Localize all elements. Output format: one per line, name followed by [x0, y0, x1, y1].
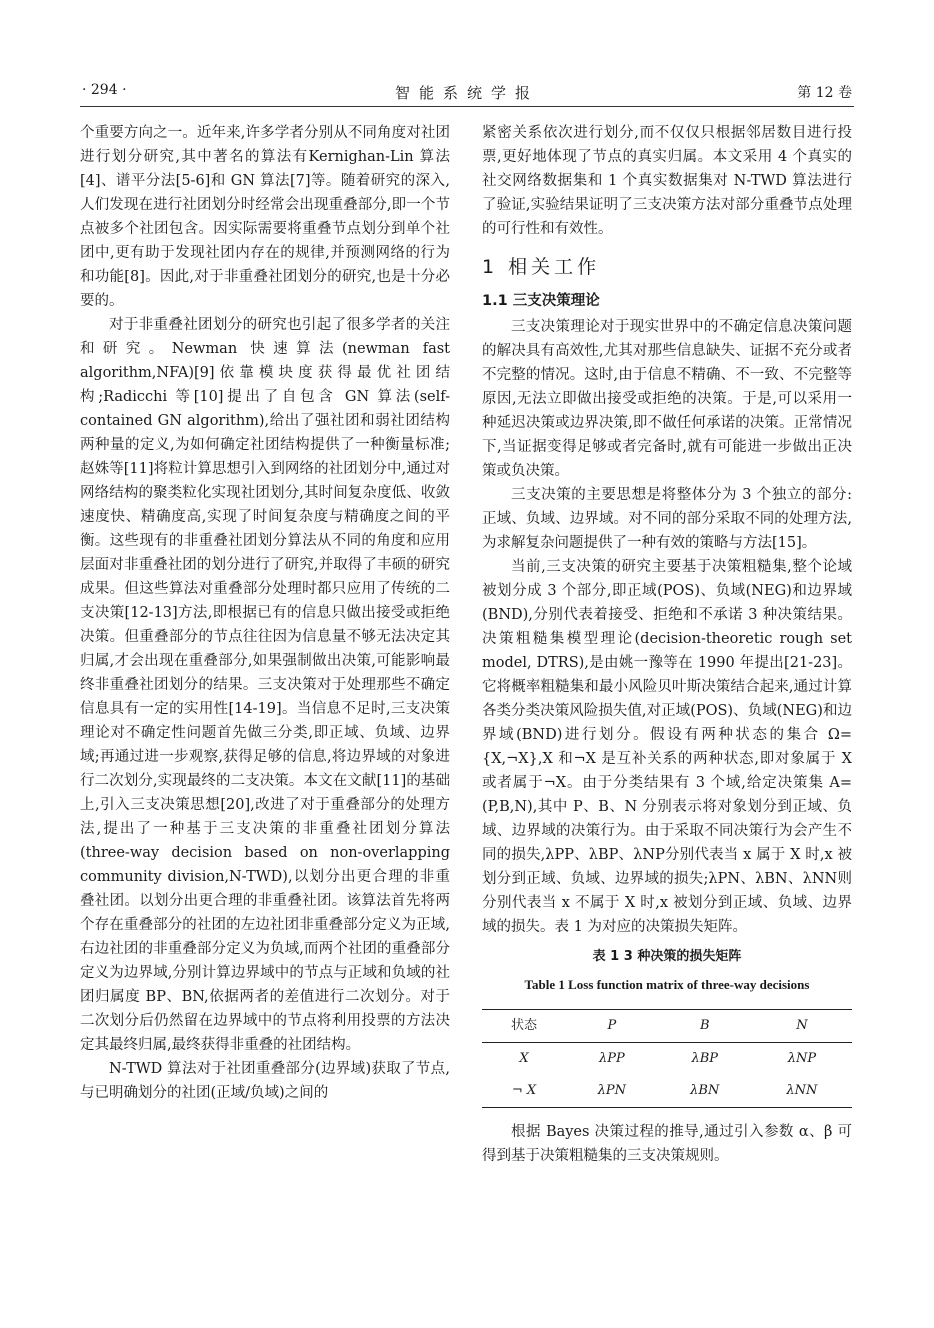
paragraph: 三支决策理论对于现实世界中的不确定信息决策问题的解决具有高效性,尤其对那些信息缺失、证据不充分或者不完整的情况。这时,由于信息不精确、不一致、不完整等原因,无法立即做出接受或拒绝的决策。于是,可以采用一种延迟决策或边界决策,即不做任何承诺的决策。正常情况下,当证据变得足够或者完备时,就有可能进一步做出正决策或负决策。 — [482, 319, 852, 479]
table-cell: λPN — [597, 1083, 627, 1098]
table-cell: ¬ X — [511, 1083, 537, 1098]
table-cell: λNP — [787, 1051, 817, 1066]
table-cell: λBN — [690, 1083, 720, 1098]
right-column — [482, 121, 852, 1168]
table-header-cell: P — [607, 1018, 617, 1033]
paragraph: 三支决策的主要思想是将整体分为 3 个独立的部分:正域、负域、边界域。对不同的部分采取不同的处理方法,为求解复杂问题提供了一种有效的策略与方法[15]。 — [482, 487, 852, 551]
table-header-row — [482, 1010, 852, 1043]
left-column — [80, 121, 450, 1105]
paragraph: 个重要方向之一。近年来,许多学者分别从不同角度对社团进行划分研究,其中著名的算法有Kernighan-Lin 算法[4]、谱平分法[5-6]和 GN 算法[7]等。随着研究的深入,人们发现在进行社团划分时经常会出现重叠部分,即一个节点被多个社团包含。因实际需要将重叠节点划分到单个社团中,更有助于发现社团内存在的规律,并预测网络的行为和功能[8]。因此,对于非重叠社团划分的研究,也是十分必要的。 — [80, 125, 450, 309]
table-caption-en: Table 1 Loss function matrix of three-way decisions — [524, 977, 810, 992]
page-number: · 294 · — [82, 82, 127, 98]
subsection-heading: 1.1 三支决策理论 — [482, 293, 600, 309]
table-cell: λPP — [598, 1051, 625, 1066]
section-heading: 1 相关工作 — [482, 256, 601, 278]
page-header — [80, 76, 854, 104]
paragraph: 根据 Bayes 决策过程的推导,通过引入参数 α、β 可得到基于决策粗糙集的三支决策规则。 — [482, 1124, 852, 1164]
header-rule — [80, 106, 854, 107]
paragraph: 当前,三支决策的研究主要基于决策粗糙集,整个论域被划分成 3 个部分,即正域(POS)、负域(NEG)和边界域(BND),分别代表着接受、拒绝和不承诺 3 种决策结果。决策粗糙集模型理论(decision-theoretic rough set model, DTRS),是由姚一豫等在 1990 年提出[21-23]。它将概率粗糙集和最小风险贝叶斯决策结合起来,通过计算各类分类决策风险损失值,对正域(POS)、负域(NEG)和边界域(BND)进行划分。假设有两种状态的集合 Ω={X,¬X},X 和¬X 是互补关系的两种状态,即对象属于 X 或者属于¬X。由于分类结果有 3 个域,给定决策集 A=(P,B,N),其中 P、B、N 分别表示将对象划分到正域、负域、边界域的决策行为。由于采取不同决策行为会产生不同的损失,λPP、λBP、λNP分别代表当 x 属于 X 时,x 被划分到正域、负域、边界域的损失;λPN、λBN、λNN则分别代表当 x 不属于 X 时,x 被划分到正域、负域、边界域的损失。表 1 为对应的决策损失矩阵。 — [482, 559, 852, 935]
table-header-cell: N — [796, 1018, 808, 1033]
table-cell: λNN — [786, 1083, 818, 1098]
table-cell: X — [519, 1051, 529, 1066]
loss-matrix-table — [482, 1009, 852, 1108]
table-row — [482, 1043, 852, 1076]
paragraph: 对于非重叠社团划分的研究也引起了很多学者的关注和研究。Newman 快速算法(newman fast algorithm,NFA)[9]依靠模块度获得最优社团结构;Radicchi 等[10]提出了自包含 GN 算法(self-contained GN algorithm),给出了强社团和弱社团结构两种量的定义,为如何确定社团结构提供了一种衡量标准;赵姝等[11]将粒计算思想引入到网络的社团划分中,通过对网络结构的聚类粒化实现社团划分,其时间复杂度低、收敛速度快、精确度高,实现了时间复杂度与精确度之间的平衡。这些现有的非重叠社团划分算法从不同的角度和应用层面对非重叠社团的划分进行了研究,并取得了丰硕的研究成果。但这些算法对重叠部分处理时都只应用了传统的二支决策[12-13]方法,即根据已有的信息只做出接受或拒绝决策。但重叠部分的节点往往因为信息量不够无法决定其归属,才会出现在重叠部分,如果强制做出决策,可能影响最终非重叠社团划分的结果。三支决策对于处理那些不确定信息具有一定的实用性[14-19]。当信息不足时,三支决策理论对不确定性问题首先做三分类,即正域、负域、边界域;再通过进一步观察,获得足够的信息,将边界域的对象进行二次划分,实现最终的二支决策。本文在文献[11]的基础上,引入三支决策思想[20],改进了对于重叠部分的处理方法,提出了一种基于三支决策的非重叠社团划分算法(three-way decision based on non-overlapping community division,N-TWD),以划分出更合理的非重叠社团。以划分出更合理的非重叠社团。该算法首先将两个存在重叠部分的社团的左边社团非重叠部分定义为正域,右边社团的非重叠部分定义为负域,而两个社团的重叠部分定义为边界域,分别计算边界域中的节点与正域和负域的社团归属度 BP、BN,依据两者的差值进行二次划分。对于二次划分后仍然留在边界域中的节点将利用投票的方法决定其最终归属,最终获得非重叠的社团结构。 — [80, 317, 450, 1053]
table-caption-cn: 表 1 3 种决策的损失矩阵 — [592, 949, 742, 964]
paragraph: 紧密关系依次进行划分,而不仅仅只根据邻居数目进行投票,更好地体现了节点的真实归属。本文采用 4 个真实的社交网络数据集和 1 个真实数据集对 N-TWD 算法进行了验证,实验结果证明了三支决策方法对部分重叠节点处理的可行性和有效性。 — [482, 125, 852, 237]
table-cell: λBP — [691, 1051, 719, 1066]
journal-title: 智能系统学报 — [394, 84, 539, 102]
table-row — [482, 1075, 852, 1108]
paragraph: N-TWD 算法对于社团重叠部分(边界域)获取了节点,与已明确划分的社团(正域/负域)之间的 — [80, 1061, 450, 1101]
table-header-cell: 状态 — [511, 1018, 538, 1033]
volume-label: 第 12 卷 — [797, 85, 852, 101]
table-header-cell: B — [699, 1018, 710, 1033]
